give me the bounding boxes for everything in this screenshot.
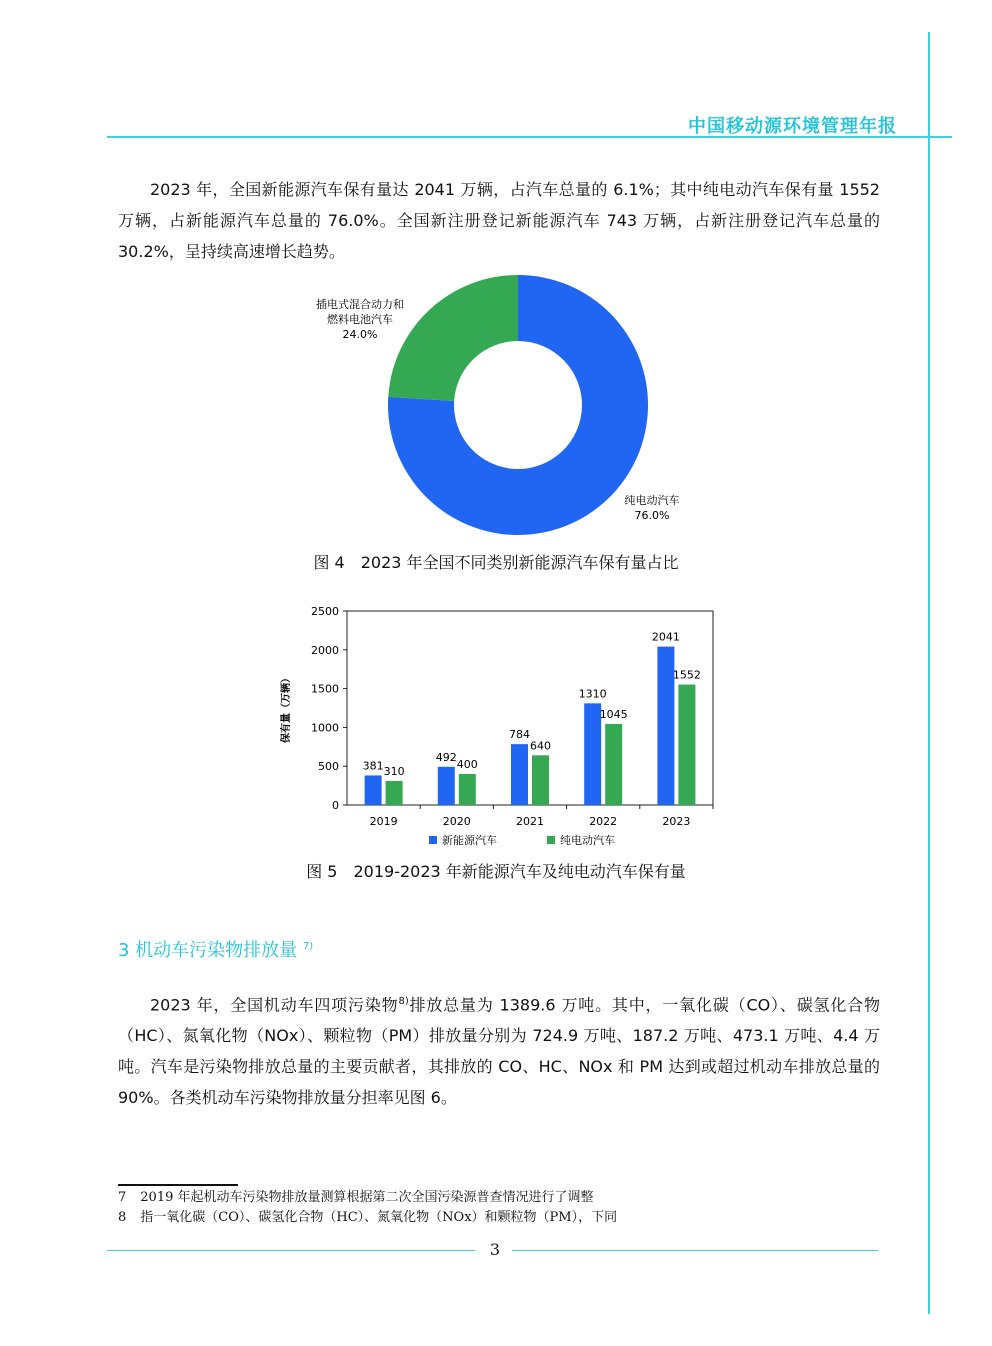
x-tick-label: 2021 [516,815,544,828]
y-tick-label: 500 [318,760,339,774]
data-label: 381 [362,759,384,773]
bar-bev [605,724,622,805]
bar-nev [511,744,528,805]
paragraph-2-text-a: 2023 年，全国机动车四项污染物 [150,995,399,1015]
section-heading [118,936,313,962]
footnote-text: 指一氧化碳（CO）、碳氢化合物（HC）、氮氧化物（NOx）和颗粒物（PM），下同 [140,1210,618,1225]
paragraph-2-text-b: 排放总量为 1389.6 万吨。其中，一氧化碳（CO）、碳氢化合物（HC）、氮氧化物（NOx）、颗粒物（PM）排放量分别为 724.9 万吨、187.2 万吨、473.1 万吨、4.4 万吨。汽车是污染物排放总量的主要贡献者，其排放的 CO、HC、NOx 和 PM 达到或超过机动车排放总量的 90%。各类机动车污染物排放量分担率见图 6。 [118,995,880,1108]
footnote-text: 2019 年起机动车污染物排放量测算根据第二次全国污染源普查情况进行了调整 [140,1190,594,1205]
label-phev-pct: 24.0% [342,328,378,341]
footnote-number: 8 [118,1210,127,1225]
bar-chart [275,598,725,856]
section-number: 3 [118,940,130,961]
legend-swatch [547,836,555,844]
footnote-8 [118,1208,617,1228]
legend-swatch [429,836,437,844]
data-label: 784 [509,728,530,742]
footer-rule-right [512,1250,878,1251]
donut-slice-phev [388,275,518,401]
x-tick-label: 2020 [442,815,471,828]
y-tick-label: 2500 [311,605,339,618]
page-number: 3 [489,1240,501,1259]
figure-5-caption: 图 5 2019-2023 年新能源汽车及纯电动汽车保有量 [306,862,686,881]
x-tick-label: 2022 [589,815,618,828]
footnotes [118,1188,617,1228]
header-title: 中国移动源环境管理年报 [688,116,897,137]
paragraph-1 [118,174,880,267]
paragraph-2 [118,986,880,1113]
data-label: 400 [456,757,478,771]
bar-nev [438,767,455,805]
data-label: 1310 [578,687,607,701]
y-axis-title: 保有量（万辆） [281,673,292,743]
bar-nev [584,703,601,805]
data-label: 640 [530,739,551,753]
donut-chart [290,272,710,542]
footer-rule-left [107,1250,475,1251]
bar-nev [365,775,382,805]
footnote-rule [118,1184,238,1186]
section-footnote-ref: 7) [302,941,314,952]
x-tick-label: 2023 [662,815,691,828]
footnote-number: 7 [118,1190,127,1205]
footnote-ref-8: 8) [398,996,409,1007]
figure-4-caption: 图 4 2023 年全国不同类别新能源汽车保有量占比 [313,553,679,572]
label-phev-line2: 燃料电池汽车 [327,313,393,326]
bar-bev [386,781,403,805]
header-vertical-rule [928,32,930,1314]
label-phev-line1: 插电式混合动力和 [316,298,404,311]
footnote-7 [118,1188,617,1208]
bar-bev [532,755,549,805]
paragraph-1-text: 2023 年，全国新能源汽车保有量达 2041 万辆，占汽车总量的 6.1%；其中纯电动汽车保有量 1552 万辆，占新能源汽车总量的 76.0%。全国新注册登记新能源汽车 743 万辆，占新注册登记汽车总量的 30.2%，呈持续高速增长趋势。 [118,180,880,261]
bar-bev [678,685,695,805]
data-label: 492 [435,750,457,764]
y-tick-label: 2000 [311,643,339,657]
legend-label: 新能源汽车 [442,834,497,847]
data-label: 1045 [599,707,628,721]
data-label: 1552 [672,668,701,682]
data-label: 2041 [651,630,680,644]
x-tick-label: 2019 [369,815,398,828]
bar-nev [657,647,674,805]
y-tick-label: 0 [332,799,339,812]
label-bev-pct: 76.0% [634,509,670,522]
legend-label: 纯电动汽车 [560,834,615,847]
y-tick-label: 1500 [311,682,339,696]
data-label: 310 [383,764,405,778]
section-title-text: 机动车污染物排放量 [135,940,298,961]
label-bev: 纯电动汽车 [624,494,680,507]
y-tick-label: 1000 [311,721,339,735]
bar-bev [459,774,476,805]
